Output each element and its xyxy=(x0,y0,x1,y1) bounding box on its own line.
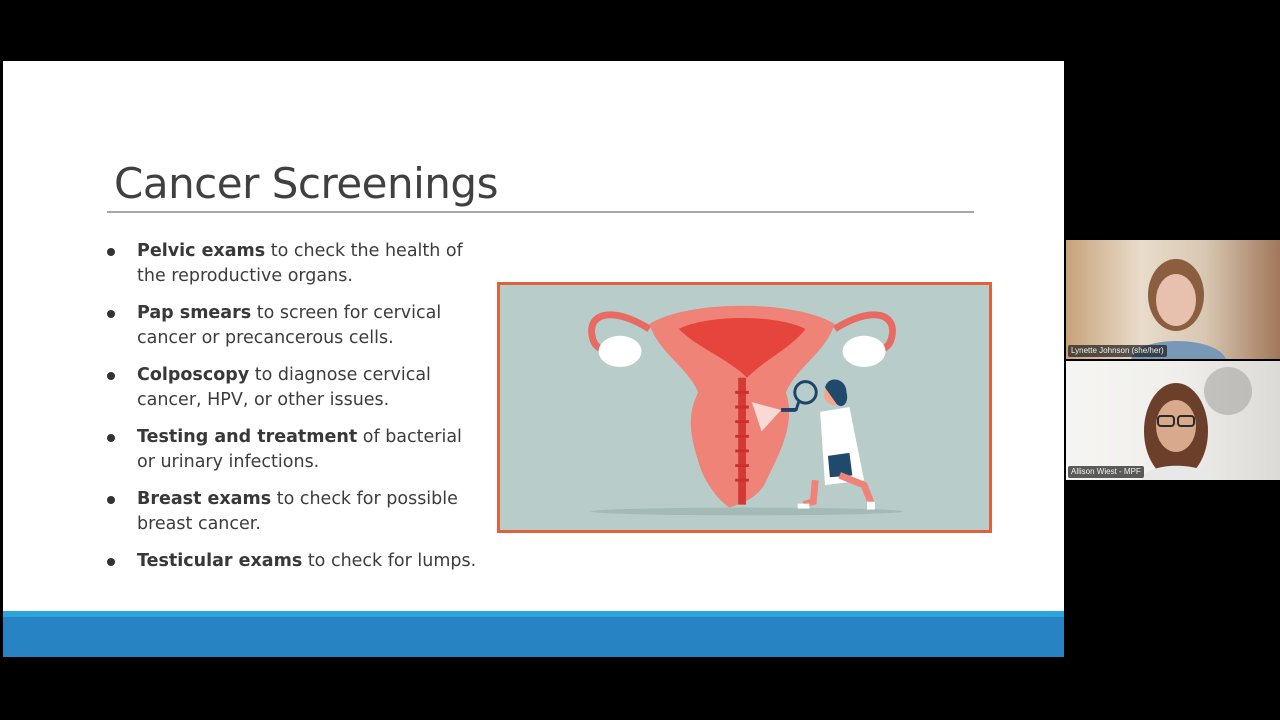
bullet-dot-icon xyxy=(107,496,115,504)
bullet-text: to screen for cervical cancer or precancerous cells. xyxy=(137,303,442,348)
footer-band xyxy=(3,617,1064,657)
bullet-text: of bacterial or urinary infections. xyxy=(137,427,462,472)
bullet-dot-icon xyxy=(107,248,115,256)
bullet-term: Pap smears xyxy=(137,303,252,323)
bullet-text: to check the health of the reproductive organs. xyxy=(137,241,463,286)
bullet-text: to check for possible breast cancer. xyxy=(137,489,458,534)
bullet-dot-icon xyxy=(107,434,115,442)
bullet-item xyxy=(103,425,483,475)
bullet-dot-icon xyxy=(107,310,115,318)
bullet-term: Colposcopy xyxy=(137,365,250,385)
bullet-term: Testing and treatment xyxy=(137,427,358,447)
participant-video-tile[interactable] xyxy=(1066,240,1280,359)
bullet-list xyxy=(103,239,483,586)
bullet-item xyxy=(103,239,483,289)
participant-name-tag: Allison Wiest - MPF xyxy=(1068,466,1144,478)
title-divider xyxy=(107,211,974,213)
bullet-dot-icon xyxy=(107,558,115,566)
participant-name-tag: Lynette Johnson (she/her) xyxy=(1068,345,1167,357)
participant-video-tile[interactable] xyxy=(1066,361,1280,480)
presentation-slide xyxy=(3,61,1064,657)
bullet-item xyxy=(103,363,483,413)
bullet-item xyxy=(103,549,483,574)
bullet-text: to diagnose cervical cancer, HPV, or other issues. xyxy=(137,365,431,410)
bullet-term: Breast exams xyxy=(137,489,272,509)
bullet-item xyxy=(103,301,483,351)
uterus-illustration xyxy=(497,282,992,533)
bullet-term: Testicular exams xyxy=(137,551,303,571)
bullet-dot-icon xyxy=(107,372,115,380)
participant-video-icon xyxy=(1066,361,1280,480)
slide-title: Cancer Screenings xyxy=(114,159,498,208)
participant-video-icon xyxy=(1066,240,1280,359)
uterus-doctor-icon xyxy=(500,285,989,530)
bullet-term: Pelvic exams xyxy=(137,241,266,261)
bullet-item xyxy=(103,487,483,537)
bullet-text: to check for lumps. xyxy=(302,551,477,571)
